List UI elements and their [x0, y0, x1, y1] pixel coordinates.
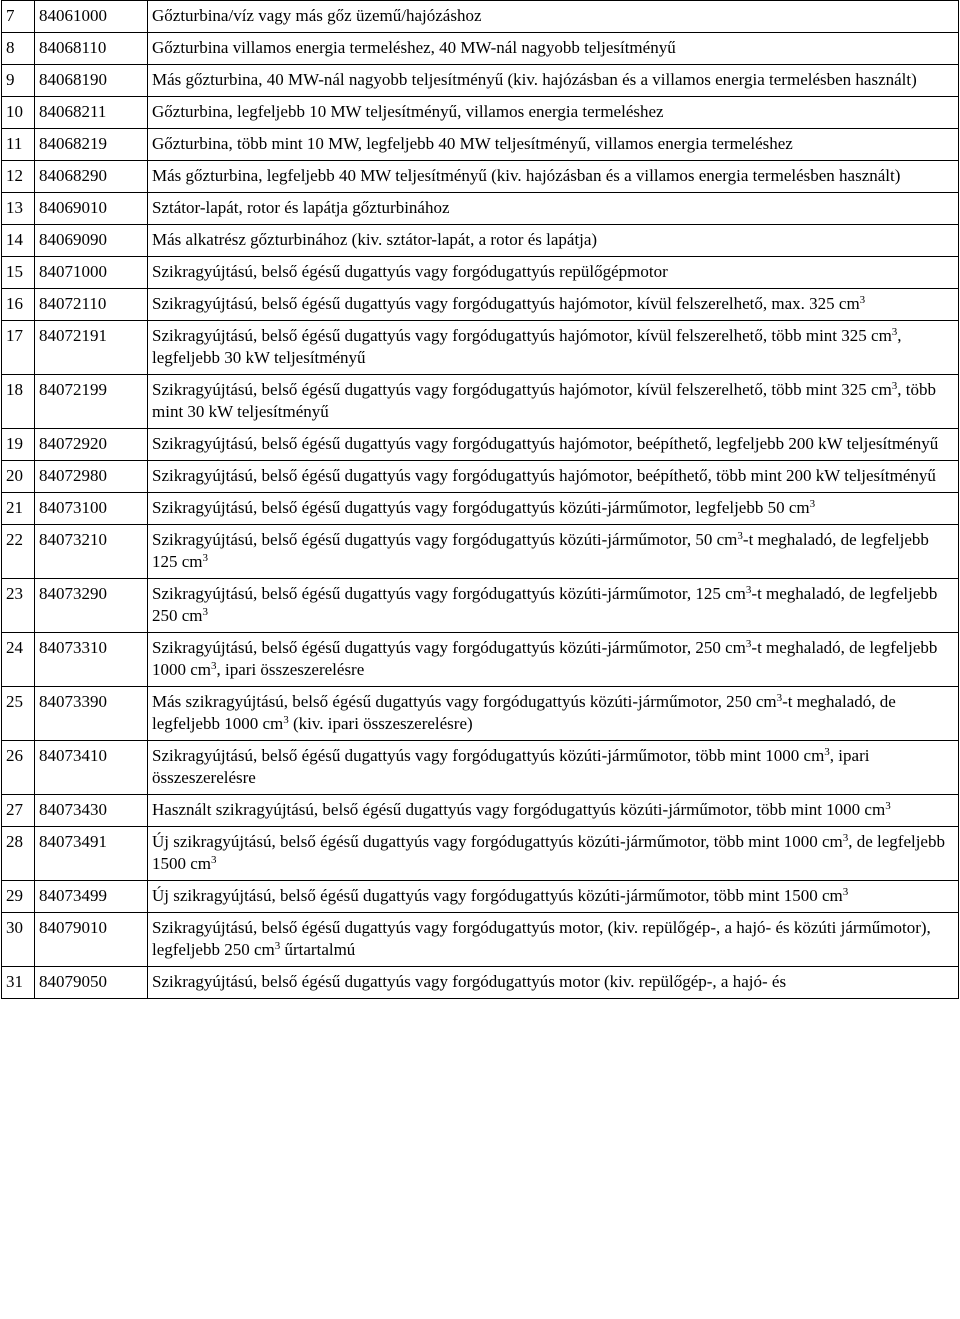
- superscript: 3: [824, 746, 830, 758]
- superscript: 3: [842, 832, 849, 844]
- row-number: 15: [2, 257, 35, 289]
- product-description: Szikragyújtású, belső égésű dugattyús vagy forgódugattyús hajómotor, beépíthető, legfeljebb 200 kW teljesítményű: [148, 429, 959, 461]
- product-description: [148, 633, 959, 687]
- tariff-code: 84068110: [35, 33, 148, 65]
- superscript: 3: [211, 854, 217, 866]
- table-row: [2, 827, 959, 881]
- tariff-code: 84061000: [35, 1, 148, 33]
- product-description: [148, 375, 959, 429]
- row-number: 21: [2, 493, 35, 525]
- description-text: (kiv. ipari összeszerelésre): [288, 714, 473, 733]
- row-number: 27: [2, 795, 35, 827]
- product-description: [148, 795, 959, 827]
- table-row: [2, 375, 959, 429]
- tariff-code: 84071000: [35, 257, 148, 289]
- row-number: 7: [2, 1, 35, 33]
- tariff-code: 84073491: [35, 827, 148, 881]
- table-row: [2, 321, 959, 375]
- description-text: űrtartalmú: [280, 940, 356, 959]
- row-number: 28: [2, 827, 35, 881]
- superscript: 3: [745, 638, 752, 650]
- description-text: Szikragyújtású, belső égésű dugattyús vagy forgódugattyús közúti-járműmotor, 125 cm: [152, 584, 746, 603]
- superscript: 3: [211, 660, 217, 672]
- tariff-code: 84069010: [35, 193, 148, 225]
- tariff-code: 84073499: [35, 881, 148, 913]
- product-description: [148, 289, 959, 321]
- tariff-code: 84073410: [35, 741, 148, 795]
- tariff-code: 84073430: [35, 795, 148, 827]
- description-text: Szikragyújtású, belső égésű dugattyús vagy forgódugattyús motor, (kiv. repülőgép-, a hajó- és közúti járműmotor), legfeljebb 250 cm: [152, 918, 931, 959]
- description-text: Használt szikragyújtású, belső égésű dugattyús vagy forgódugattyús közúti-járműmotor, több mint 1000 cm: [152, 800, 886, 819]
- row-number: 29: [2, 881, 35, 913]
- row-number: 8: [2, 33, 35, 65]
- product-description: [148, 827, 959, 881]
- product-description: Gőzturbina/víz vagy más gőz üzemű/hajózáshoz: [148, 1, 959, 33]
- description-text: , de legfeljebb 1500 cm: [152, 832, 945, 873]
- row-number: 10: [2, 97, 35, 129]
- tariff-code-table: [1, 0, 959, 999]
- product-description: Szikragyújtású, belső égésű dugattyús vagy forgódugattyús hajómotor, beépíthető, több mint 200 kW teljesítményű: [148, 461, 959, 493]
- product-description: Más gőzturbina, 40 MW-nál nagyobb teljesítményű (kiv. hajózásban és a villamos energia termelésben használt): [148, 65, 959, 97]
- product-description: [148, 913, 959, 967]
- tariff-code: 84069090: [35, 225, 148, 257]
- description-text: -t meghaladó, de legfeljebb 1000 cm: [152, 638, 938, 679]
- product-description: Gőzturbina villamos energia termeléshez, 40 MW-nál nagyobb teljesítményű: [148, 33, 959, 65]
- tariff-code: 84072110: [35, 289, 148, 321]
- table-row: [2, 579, 959, 633]
- superscript: 3: [745, 584, 752, 596]
- tariff-code: 84073390: [35, 687, 148, 741]
- table-row: [2, 1, 959, 33]
- table-body: [2, 1, 959, 999]
- row-number: 31: [2, 967, 35, 999]
- product-description: [148, 525, 959, 579]
- table-row: [2, 913, 959, 967]
- description-text: Más szikragyújtású, belső égésű dugattyús vagy forgódugattyús közúti-járműmotor, 250 cm: [152, 692, 777, 711]
- row-number: 24: [2, 633, 35, 687]
- row-number: 17: [2, 321, 35, 375]
- tariff-code: 84072199: [35, 375, 148, 429]
- description-text: , több mint 30 kW teljesítményű: [152, 380, 937, 421]
- description-text: -t meghaladó, de legfeljebb 125 cm: [152, 530, 929, 571]
- table-row: [2, 967, 959, 999]
- row-number: 12: [2, 161, 35, 193]
- product-description: [148, 881, 959, 913]
- product-description: Más gőzturbina, legfeljebb 40 MW teljesítményű (kiv. hajózásban és a villamos energia termelésben használt): [148, 161, 959, 193]
- description-text: -t meghaladó, de legfeljebb 1000 cm: [152, 692, 896, 733]
- tariff-code: 84079050: [35, 967, 148, 999]
- product-description: [148, 579, 959, 633]
- product-description: Sztátor-lapát, rotor és lapátja gőzturbinához: [148, 193, 959, 225]
- tariff-code: 84073100: [35, 493, 148, 525]
- table-row: [2, 161, 959, 193]
- table-row: [2, 881, 959, 913]
- superscript: 3: [202, 606, 209, 618]
- product-description: Szikragyújtású, belső égésű dugattyús vagy forgódugattyús repülőgépmotor: [148, 257, 959, 289]
- superscript: 3: [283, 714, 289, 726]
- superscript: 3: [737, 530, 743, 542]
- row-number: 13: [2, 193, 35, 225]
- table-row: [2, 65, 959, 97]
- row-number: 20: [2, 461, 35, 493]
- row-number: 9: [2, 65, 35, 97]
- table-row: [2, 687, 959, 741]
- table-row: [2, 741, 959, 795]
- product-description: Gőzturbina, több mint 10 MW, legfeljebb 40 MW teljesítményű, villamos energia termeléshez: [148, 129, 959, 161]
- table-row: [2, 193, 959, 225]
- table-row: [2, 257, 959, 289]
- table-row: [2, 33, 959, 65]
- tariff-code: 84068211: [35, 97, 148, 129]
- superscript: 3: [891, 380, 898, 392]
- table-row: [2, 525, 959, 579]
- description-text: -t meghaladó, de legfeljebb 250 cm: [152, 584, 938, 625]
- product-description: [148, 321, 959, 375]
- table-row: [2, 795, 959, 827]
- superscript: 3: [842, 886, 849, 898]
- description-text: , legfeljebb 30 kW teljesítményű: [152, 326, 902, 367]
- description-text: Szikragyújtású, belső égésű dugattyús vagy forgódugattyús közúti-járműmotor, 50 cm: [152, 530, 738, 549]
- table-row: [2, 633, 959, 687]
- superscript: 3: [274, 940, 281, 952]
- row-number: 25: [2, 687, 35, 741]
- superscript: 3: [885, 800, 891, 812]
- row-number: 19: [2, 429, 35, 461]
- superscript: 3: [809, 498, 816, 510]
- row-number: 14: [2, 225, 35, 257]
- description-text: Szikragyújtású, belső égésű dugattyús vagy forgódugattyús hajómotor, kívül felszerelhető, több mint 325 cm: [152, 326, 892, 345]
- tariff-code: 84073310: [35, 633, 148, 687]
- row-number: 11: [2, 129, 35, 161]
- description-text: Szikragyújtású, belső égésű dugattyús vagy forgódugattyús hajómotor, kívül felszerelhető, több mint 325 cm: [152, 380, 892, 399]
- product-description: Szikragyújtású, belső égésű dugattyús vagy forgódugattyús motor (kiv. repülőgép-, a hajó- és: [148, 967, 959, 999]
- description-text: Új szikragyújtású, belső égésű dugattyús vagy forgódugattyús közúti-járműmotor, több mint 1000 cm: [152, 832, 843, 851]
- product-description: [148, 741, 959, 795]
- row-number: 26: [2, 741, 35, 795]
- table-row: [2, 97, 959, 129]
- description-text: , ipari összeszerelésre: [216, 660, 365, 679]
- description-text: Szikragyújtású, belső égésű dugattyús vagy forgódugattyús közúti-járműmotor, több mint 1000 cm: [152, 746, 825, 765]
- tariff-code: 84073290: [35, 579, 148, 633]
- table-row: [2, 129, 959, 161]
- table-row: [2, 225, 959, 257]
- tariff-code: 84073210: [35, 525, 148, 579]
- product-description: [148, 687, 959, 741]
- description-text: Új szikragyújtású, belső égésű dugattyús vagy forgódugattyús közúti-járműmotor, több mint 1500 cm: [152, 886, 843, 905]
- table-row: [2, 429, 959, 461]
- tariff-code: 84068290: [35, 161, 148, 193]
- row-number: 22: [2, 525, 35, 579]
- row-number: 16: [2, 289, 35, 321]
- tariff-code: 84079010: [35, 913, 148, 967]
- table-row: [2, 493, 959, 525]
- description-text: Szikragyújtású, belső égésű dugattyús vagy forgódugattyús közúti-járműmotor, legfeljebb 50 cm: [152, 498, 810, 517]
- product-description: Gőzturbina, legfeljebb 10 MW teljesítményű, villamos energia termeléshez: [148, 97, 959, 129]
- description-text: , ipari összeszerelésre: [152, 746, 870, 787]
- superscript: 3: [202, 552, 209, 564]
- superscript: 3: [859, 294, 866, 306]
- superscript: 3: [776, 692, 783, 704]
- tariff-code: 84072980: [35, 461, 148, 493]
- product-description: [148, 493, 959, 525]
- table-row: [2, 289, 959, 321]
- tariff-code: 84068190: [35, 65, 148, 97]
- table-row: [2, 461, 959, 493]
- tariff-code: 84072191: [35, 321, 148, 375]
- superscript: 3: [891, 326, 898, 338]
- product-description: Más alkatrész gőzturbinához (kiv. sztátor-lapát, a rotor és lapátja): [148, 225, 959, 257]
- tariff-code: 84072920: [35, 429, 148, 461]
- row-number: 30: [2, 913, 35, 967]
- description-text: Szikragyújtású, belső égésű dugattyús vagy forgódugattyús hajómotor, kívül felszerelhető, max. 325 cm: [152, 294, 860, 313]
- description-text: Szikragyújtású, belső égésű dugattyús vagy forgódugattyús közúti-járműmotor, 250 cm: [152, 638, 746, 657]
- tariff-code: 84068219: [35, 129, 148, 161]
- row-number: 23: [2, 579, 35, 633]
- row-number: 18: [2, 375, 35, 429]
